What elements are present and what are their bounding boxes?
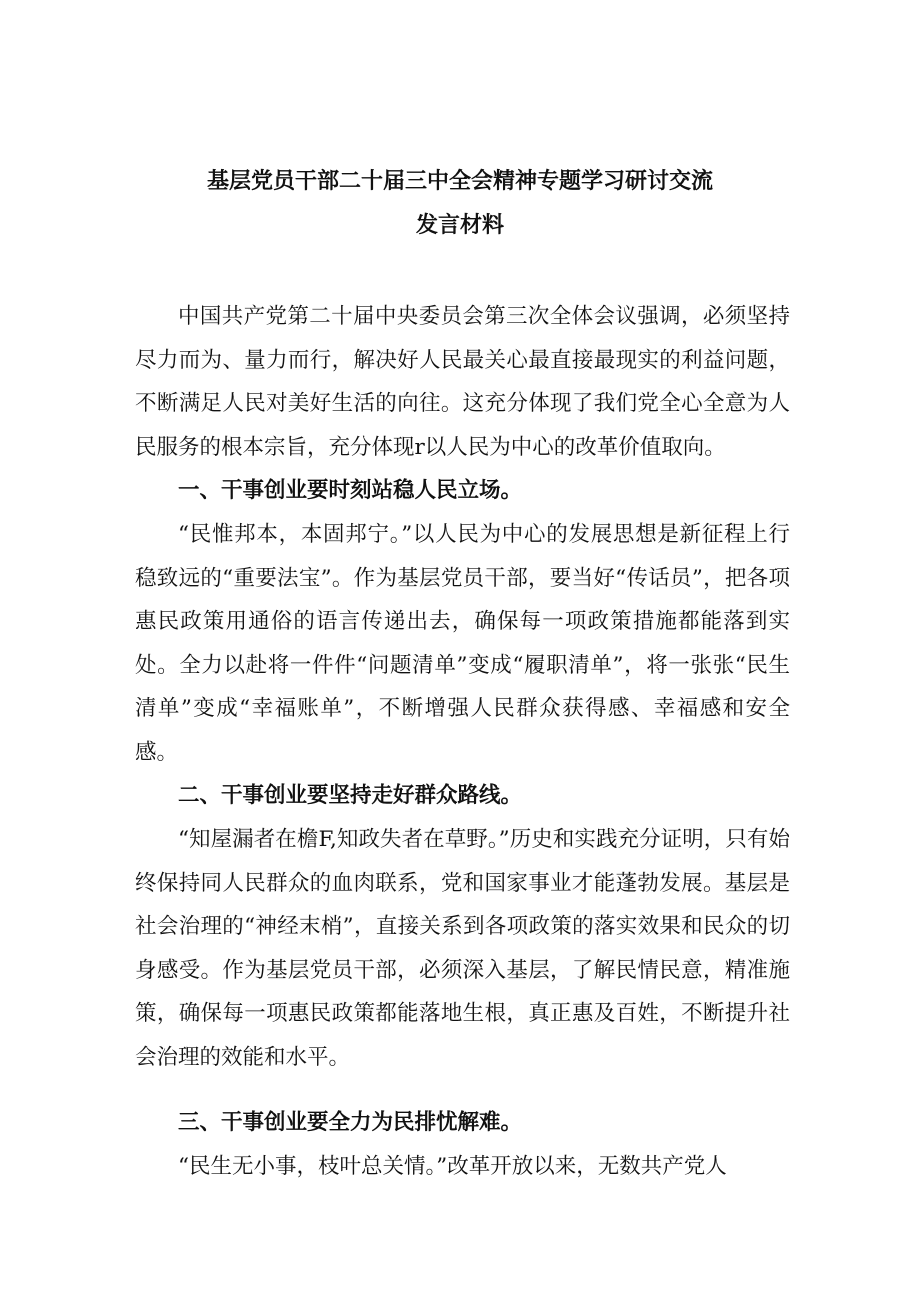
document-subtitle: 发言材料 <box>415 212 504 238</box>
intro-paragraph: 中国共产党第二十届中央委员会第三次全体会议强调，必须坚持尽力而为、量力而行，解决好人民最关心最直接最现实的利益问题，不断满足人民对美好生活的向往。这充分体现了我们党全心全意为人民服务的根本宗旨，充分体现r以人民为中心的改革价值取向。 <box>135 304 790 460</box>
section-heading-3: 三、干事创业要全力为民排忧解难。 <box>178 1110 523 1135</box>
section-body-2: “知屋漏者在檐F,知政失者在草野。”历史和实践充分证明，只有始终保持同人民群众的血肉联系，党和国家事业才能蓬勃发展。基层是社会治理的“神经末梢”，直接关系到各项政策的落实效果和民众的切身感受。作为基层党员干部，必须深入基层，了解民情民意，精准施策，确保每一项惠民政策都能落地生根，真正惠及百姓，不断提升社会治理的效能和水平。 <box>135 827 790 1070</box>
document-title: 基层党员干部二十届三中全会精神专题学习研讨交流 <box>206 168 713 194</box>
section-body-3: “民生无小事，枝叶总关情。”改革开放以来，无数共产党人 <box>178 1154 727 1179</box>
section-heading-1: 一、干事创业要时刻站稳人民立场。 <box>178 478 523 503</box>
section-heading-2: 二、干事创业要坚持走好群众路线。 <box>178 783 523 808</box>
section-body-1: “民惟邦本，本固邦宁。”以人民为中心的发展思想是新征程上行稳致远的“重要法宝”。作为基层党员干部，要当好“传话员”，把各项惠民政策用通俗的语言传递出去，确保每一项政策措施都能落到实处。全力以赴将一件件“问题清单”变成“履职清单”，将一张张“民生清单”变成“幸福账单”，不断增强人民群众获得感、幸福感和安全感。 <box>135 522 790 765</box>
